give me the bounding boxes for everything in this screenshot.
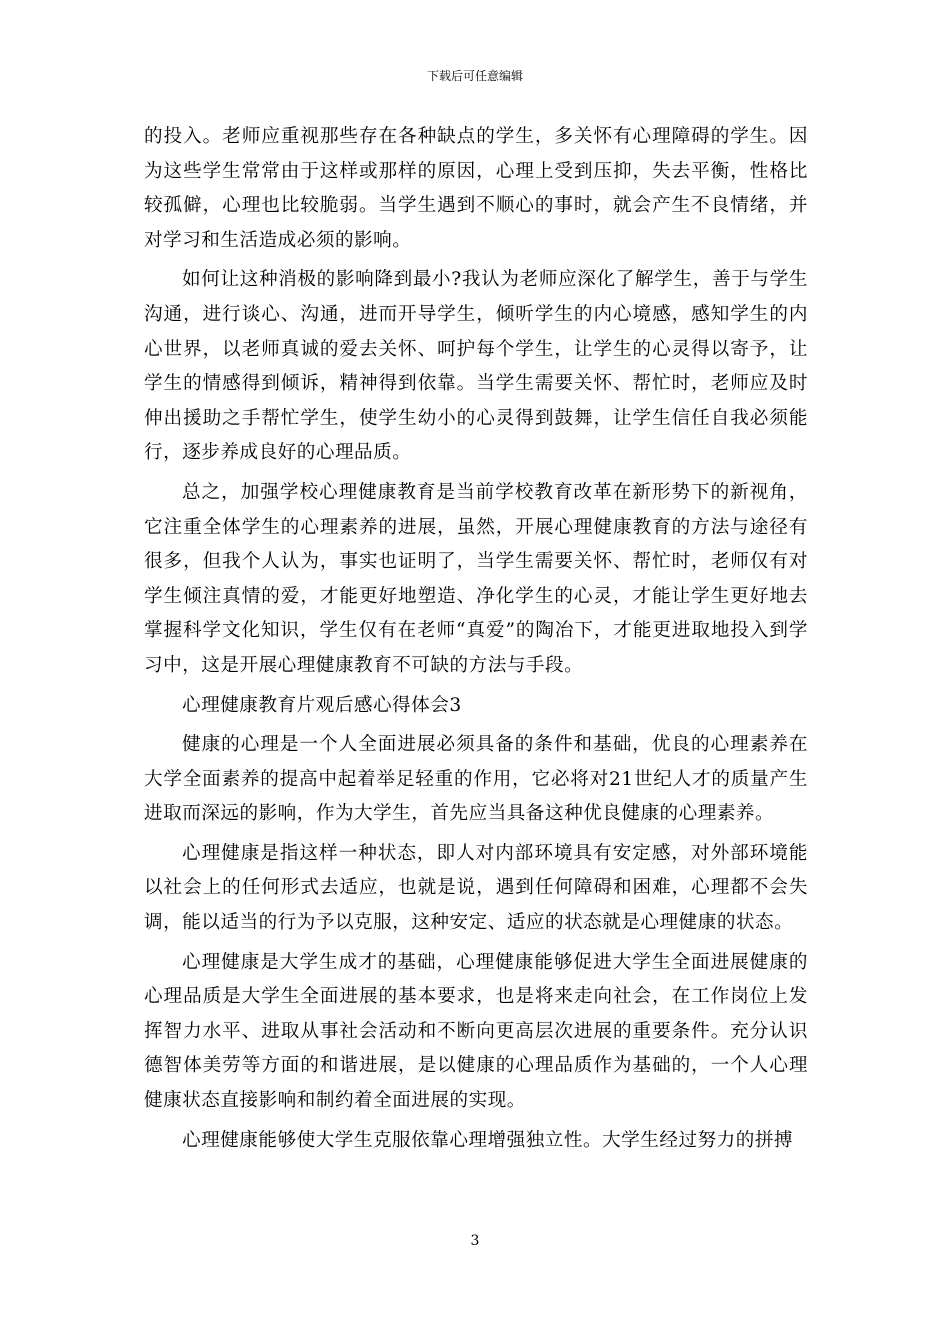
- section-title: 心理健康教育片观后感心得体会3: [182, 694, 462, 716]
- paragraph: 心理健康能够使大学生克服依靠心理增强独立性。大学生经过努力的拼搏: [182, 1129, 794, 1151]
- page-header: 下载后可任意编辑: [426, 69, 523, 83]
- document-body: [144, 120, 808, 1163]
- paragraph: 如何让这种消极的影响降到最小?我认为老师应深化了解学生，善于与学生沟通，进行谈心、沟通，进而开导学生，倾听学生的内心境感，感知学生的内心世界，以老师真诚的爱去关怀、呵护每个学生，让学生的心灵得以寄予，让学生的情感得到倾诉，精神得到依靠。当学生需要关怀、帮忙时，老师应及时伸出援助之手帮忙学生，使学生幼小的心灵得到鼓舞，让学生信任自我必须能行，逐步养成良好的心理品质。: [144, 269, 808, 464]
- paragraph: 总之，加强学校心理健康教育是当前学校教育改革在新形势下的新视角，它注重全体学生的心理素养的进展，虽然，开展心理健康教育的方法与途径有很多，但我个人认为，事实也证明了，当学生需要关怀、帮忙时，老师仅有对学生倾注真情的爱，才能更好地塑造、净化学生的心灵，才能让学生更好地去掌握科学文化知识，学生仅有在老师“真爱”的陶冶下，才能更进取地投入到学习中，这是开展心理健康教育不可缺的方法与手段。: [144, 481, 808, 676]
- paragraph: 心理健康是大学生成才的基础，心理健康能够促进大学生全面进展健康的心理品质是大学生全面进展的基本要求，也是将来走向社会，在工作岗位上发挥智力水平、进取从事社会活动和不断向更高层次进展的重要条件。充分认识德智体美劳等方面的和谐进展，是以健康的心理品质作为基础的，一个人心理健康状态直接影响和制约着全面进展的实现。: [144, 951, 808, 1112]
- paragraph: 健康的心理是一个人全面进展必须具备的条件和基础，优良的心理素养在大学全面素养的提高中起着举足轻重的作用，它必将对21世纪人才的质量产生进取而深远的影响，作为大学生，首先应当具备这种优良健康的心理素养。: [144, 734, 808, 825]
- paragraph: 心理健康是指这样一种状态，即人对内部环境具有安定感，对外部环境能以社会上的任何形式去适应，也就是说，遇到任何障碍和困难，心理都不会失调，能以适当的行为予以克服，这种安定、适应的状态就是心理健康的状态。: [144, 842, 808, 934]
- paragraph-continuation: 的投入。老师应重视那些存在各种缺点的学生，多关怀有心理障碍的学生。因为这些学生常常由于这样或那样的原因，心理上受到压抑，失去平衡，性格比较孤僻，心理也比较脆弱。当学生遇到不顺心的事时，就会产生不良情绪，并对学习和生活造成必须的影响。: [144, 126, 808, 251]
- page-number: 3: [470, 1233, 480, 1249]
